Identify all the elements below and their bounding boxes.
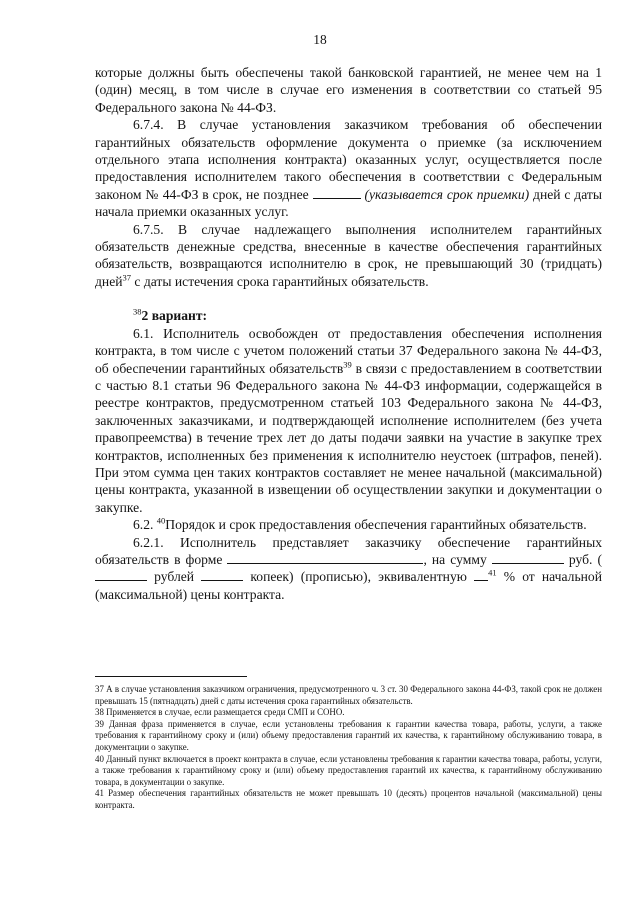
- footnote-ref-37[interactable]: 37: [122, 272, 131, 283]
- paragraph-text: 6.1. Исполнитель освобожден от предоставления обеспечения исполнения контракта, в том числе с учетом положений статьи 37 Федерального закона № 44-ФЗ, об обеспечении гарантийных обязательств: [95, 325, 602, 376]
- footnote-ref-41[interactable]: 41: [488, 567, 497, 578]
- paragraph-text: рублей: [154, 569, 195, 585]
- paragraph-text: копеек) (прописью), эквивалентную: [250, 569, 467, 585]
- paragraph-6-2-1: [95, 534, 602, 604]
- page-number: 18: [313, 32, 327, 47]
- paragraph-text: в связи с предоставлением в соответствии с частью 8.1 статьи 96 Федерального закона № 44-ФЗ информации, содержащейся в реестре контрактов, предусмотренном статьей 103 Федерального закона № 44-ФЗ, заключенных заказчиками, и подтверждающей исполнение исполнителем (без учета правопреемства) в течение трех лет до даты подачи заявки на участие в закупке трех контрактов, исполненных без применения к исполнителю неустоек (штрафов, пеней). При этом сумма цен таких контрактов составляет не менее начальной (максимальной) цены контракта, указанной в извещении об осуществлении закупки и документации о закупке.: [95, 360, 602, 515]
- variant-heading-text: 2 вариант:: [141, 308, 208, 324]
- blank-amount: [492, 551, 564, 564]
- paragraph-6-1: [95, 325, 602, 516]
- footnote-ref-39[interactable]: 39: [343, 358, 352, 369]
- footnotes: [95, 684, 602, 812]
- paragraph-6-7-4: [95, 116, 602, 220]
- variant-2-heading: [95, 307, 602, 324]
- paragraph-text: 6.7.4. В случае установления заказчиком требования об обеспечении гарантийных обязательств оформление документа о приемке (за исключением отдельного этапа исполнения контракта) оказанных услуг, осуществляется после предоставления исполнителем такого обеспечения в соответствии с Федеральным законом № 44-ФЗ в срок, не позднее: [95, 117, 602, 202]
- paragraph-text: % от начальной (максимальной) цены контракта.: [95, 569, 602, 602]
- paragraph-6-7-5: [95, 221, 602, 291]
- footnote-38: 38 Применяется в случае, если размещается среди СМП и СОНО.: [95, 707, 345, 718]
- italic-note: (указывается срок приемки): [364, 186, 530, 202]
- paragraph-6-2: [95, 516, 602, 533]
- footnote-separator: [95, 676, 247, 677]
- paragraph-text: , на сумму: [423, 551, 487, 567]
- footnote-39: 39 Данная фраза применяется в случае, если установлены требования к гарантии качества товара, работы, услуги, а также требования к гарантийному сроку и (или) объему предоставления гарантий их качества, к гарантийному обслуживанию товара, в документации о закупке.: [95, 718, 602, 752]
- document-body: [95, 64, 602, 603]
- blank-percent: [474, 568, 488, 581]
- paragraph-text: с даты истечения срока гарантийных обязательств.: [134, 273, 429, 289]
- paragraph-text: 6.2.: [133, 517, 154, 533]
- footnote-40: 40 Данный пункт включается в проект контракта в случае, если установлены требования к гарантии качества товара, работы, услуги, а также требования к гарантийному сроку и (или) объему предоставления гарантий их качества, к гарантийному обслуживанию товара, в документации о закупке.: [95, 753, 602, 787]
- paragraph-text: дней с даты начала приемки оказанных услуг.: [95, 186, 602, 220]
- footnote-ref-40[interactable]: 40: [156, 515, 166, 526]
- paragraph-text: 6.2.1. Исполнитель представляет заказчику обеспечение гарантийных обязательств в форме: [95, 534, 602, 567]
- blank-amount-rubles: [95, 568, 147, 581]
- paragraph-text: которые должны быть обеспечены такой банковской гарантией, не менее чем на 1 (один) месяц, в том числе в случае его изменения в соответствии со статьей 95 Федерального закона № 44-ФЗ.: [95, 65, 602, 115]
- footnote-ref-38[interactable]: 38: [133, 306, 142, 317]
- blank-guarantee-form: [227, 551, 423, 564]
- paragraph-continuation: [95, 64, 602, 116]
- blank-acceptance-period: [313, 186, 361, 199]
- paragraph-text: Порядок и срок предоставления обеспечения гарантийных обязательств.: [165, 517, 587, 533]
- footnote-37: 37 А в случае установления заказчиком ограничения, предусмотренного ч. 3 ст. 30 Федерального закона 44-ФЗ, такой срок не должен превышать 15 (пятнадцать) дней с даты истечения срока гарантийных обязательств.: [95, 684, 602, 706]
- footnote-41: 41 Размер обеспечения гарантийных обязательств не может превышать 10 (десять) процентов начальной (максимальной) цены контракта.: [95, 788, 602, 810]
- blank-amount-kopecks: [201, 568, 243, 581]
- paragraph-text: руб. (: [568, 551, 603, 567]
- paragraph-text: 6.7.5. В случае надлежащего выполнения исполнителем гарантийных обязательств денежные средства, внесенные в качестве обеспечения гарантийных обязательств, возвращаются исполнителю в срок, не превышающий 30 (тридцать) дней: [95, 221, 602, 289]
